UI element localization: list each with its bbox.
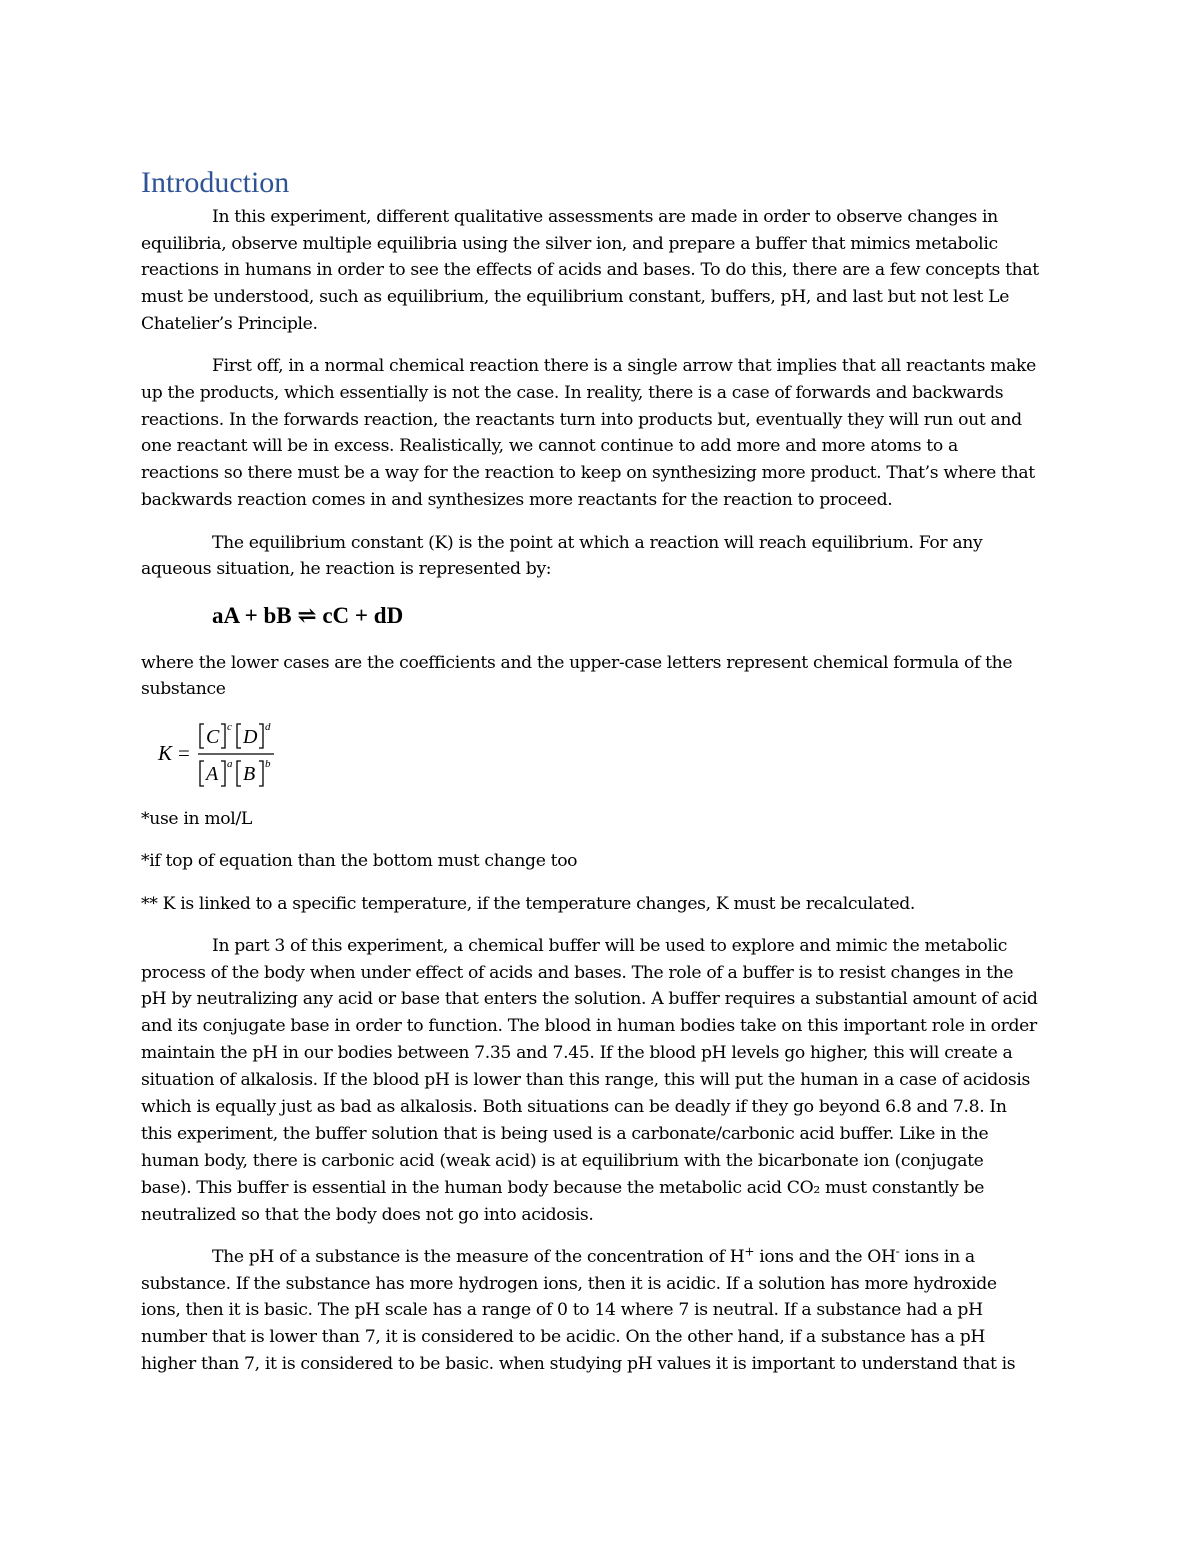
paragraph-6-text: ions and the OH <box>754 1247 896 1267</box>
paragraph-2-line: reactions so there must be a way for the reaction to keep on synthesizing more product. That’s where that <box>141 463 1035 483</box>
equilibrium-constant-formula <box>150 712 300 802</box>
numerator-term-1: C <box>206 726 220 748</box>
paragraph-5-line: which is equally just as bad as alkalosis. Both situations can be deadly if they go beyond 6.8 and 7.8. In <box>141 1097 1007 1117</box>
paragraph-5-line: In part 3 of this experiment, a chemical buffer will be used to explore and mimic the metabolic <box>212 936 1007 956</box>
paragraph-6-line: substance. If the substance has more hydrogen ions, then it is acidic. If a solution has more hydroxide <box>141 1274 997 1294</box>
paragraph-5-line: base). This buffer is essential in the human body because the metabolic acid CO₂ must constantly be <box>141 1178 985 1198</box>
note-line: *use in mol/L <box>141 809 252 829</box>
paragraph-5-line: maintain the pH in our bodies between 7.35 and 7.45. If the blood pH levels go higher, this will create a <box>141 1043 1013 1063</box>
paragraph-6-line: higher than 7, it is considered to be basic. when studying pH values it is important to understand that is <box>141 1354 1016 1374</box>
paragraph-1-line: must be understood, such as equilibrium, the equilibrium constant, buffers, pH, and last but not lest Le <box>141 287 1010 307</box>
superscript-minus: - <box>895 1244 900 1259</box>
numerator-term-2: D <box>243 726 258 748</box>
paragraph-1-line: reactions in humans in order to see the effects of acids and bases. To do this, there are a few concepts that <box>141 260 1039 280</box>
note-line: ** K is linked to a specific temperature, if the temperature changes, K must be recalculated. <box>141 894 916 914</box>
paragraph-5-line: situation of alkalosis. If the blood pH is lower than this range, this will put the human in a case of acidosis <box>141 1070 1030 1090</box>
paragraph-2-line: one reactant will be in excess. Realistically, we cannot continue to add more and more atoms to a <box>141 436 958 456</box>
reaction-equation: aA + bB ⇌ cC + dD <box>212 603 404 628</box>
paragraph-2-line: reactions. In the forwards reaction, the reactants turn into products but, eventually they will run out and <box>141 410 1022 430</box>
note-line: *if top of equation than the bottom must change too <box>141 851 578 871</box>
paragraph-5-line: and its conjugate base in order to function. The blood in human bodies take on this important role in order <box>141 1016 1037 1036</box>
superscript-plus: + <box>744 1244 755 1259</box>
denominator-power-2: b <box>265 758 271 770</box>
formula-equals: = <box>178 741 190 765</box>
paragraph-4-line: where the lower cases are the coefficients and the upper-case letters represent chemical formula of the <box>141 653 1013 673</box>
paragraph-2-line: backwards reaction comes in and synthesizes more reactants for the reaction to proceed. <box>141 490 893 510</box>
paragraph-2-line: First off, in a normal chemical reaction there is a single arrow that implies that all reactants make <box>212 356 1036 376</box>
paragraph-3-line: The equilibrium constant (K) is the point at which a reaction will reach equilibrium. For any <box>212 533 983 553</box>
paragraph-6-line <box>212 1245 975 1269</box>
denominator-term-2: B <box>243 763 256 785</box>
formula-denominator <box>200 758 271 786</box>
paragraph-5-line: process of the body when under effect of acids and bases. The role of a buffer is to resist changes in the <box>141 963 1014 983</box>
paragraph-4-line: substance <box>141 679 226 699</box>
numerator-power-1: c <box>227 721 232 733</box>
paragraph-6-text: The pH of a substance is the measure of the concentration of H <box>212 1247 745 1267</box>
paragraph-5-line: this experiment, the buffer solution that is being used is a carbonate/carbonic acid buffer. Like in the <box>141 1124 989 1144</box>
paragraph-3-line: aqueous situation, he reaction is represented by: <box>141 559 552 579</box>
paragraph-1-line: equilibria, observe multiple equilibria using the silver ion, and prepare a buffer that mimics metabolic <box>141 234 998 254</box>
section-heading: Introduction <box>141 166 290 199</box>
paragraph-1-line: In this experiment, different qualitative assessments are made in order to observe changes in <box>212 207 998 227</box>
paragraph-6-text: ions in a <box>899 1247 975 1267</box>
paragraph-1-line: Chatelier’s Principle. <box>141 314 318 334</box>
denominator-term-1: A <box>206 763 219 785</box>
paragraph-6-line: number that is lower than 7, it is considered to be acidic. On the other hand, if a substance has a pH <box>141 1327 986 1347</box>
paragraph-6-line: ions, then it is basic. The pH scale has a range of 0 to 14 where 7 is neutral. If a substance had a pH <box>141 1300 983 1320</box>
paragraph-5-line: human body, there is carbonic acid (weak acid) is at equilibrium with the bicarbonate ion (conjugate <box>141 1151 984 1171</box>
formula-numerator <box>200 721 271 748</box>
paragraph-2-line: up the products, which essentially is not the case. In reality, there is a case of forwards and backwards <box>141 383 1004 403</box>
numerator-power-2: d <box>265 721 271 733</box>
paragraph-5-line: pH by neutralizing any acid or base that enters the solution. A buffer requires a substantial amount of acid <box>141 989 1038 1009</box>
denominator-power-1: a <box>227 758 233 770</box>
paragraph-5-line: neutralized so that the body does not go into acidosis. <box>141 1205 594 1225</box>
formula-lhs: K <box>158 741 173 765</box>
